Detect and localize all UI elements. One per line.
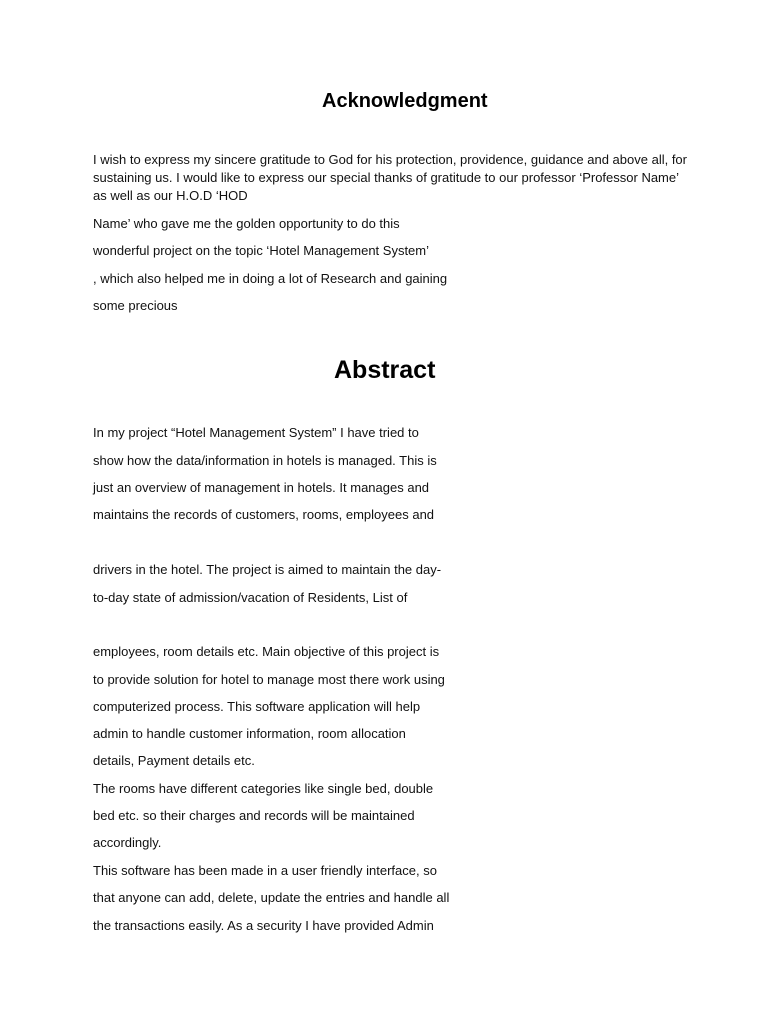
abstract-line: bed etc. so their charges and records will be maintained [93, 808, 415, 823]
abstract-line: The rooms have different categories like single bed, double [93, 781, 434, 796]
acknowledgment-paragraph: I wish to express my sincere gratitude to God for his protection, providence, guidance and above all, for sustaining us. I would like to express our special thanks of gratitude to our professor ‘Professor Name’ as well as our H.O.D ‘HOD [93, 152, 687, 203]
abstract-line: details, Payment details etc. [93, 753, 255, 768]
abstract-line: accordingly. [93, 835, 162, 850]
abstract-line: that anyone can add, delete, update the entries and handle all [93, 890, 450, 905]
acknowledgment-line: wonderful project on the topic ‘Hotel Management System’ [93, 243, 430, 258]
acknowledgment-line: Name’ who gave me the golden opportunity to do this [93, 216, 400, 231]
abstract-line: admin to handle customer information, room allocation [93, 726, 406, 741]
abstract-heading: Abstract [334, 356, 436, 384]
abstract-line: to provide solution for hotel to manage most there work using [93, 672, 445, 687]
abstract-line: show how the data/information in hotels is managed. This is [93, 453, 437, 468]
abstract-line: computerized process. This software application will help [93, 699, 421, 714]
acknowledgment-line: some precious [93, 298, 178, 313]
abstract-line: just an overview of management in hotels. It manages and [93, 480, 430, 495]
abstract-line: employees, room details etc. Main objective of this project is [93, 644, 440, 659]
abstract-line: to-day state of admission/vacation of Residents, List of [93, 590, 408, 605]
abstract-line: In my project “Hotel Management System” I have tried to [93, 425, 419, 440]
abstract-line: the transactions easily. As a security I have provided Admin [93, 918, 434, 933]
acknowledgment-heading: Acknowledgment [322, 90, 488, 112]
abstract-line: This software has been made in a user friendly interface, so [93, 863, 437, 878]
abstract-line: drivers in the hotel. The project is aimed to maintain the day- [93, 562, 442, 577]
acknowledgment-line: , which also helped me in doing a lot of Research and gaining [93, 271, 448, 286]
abstract-line: maintains the records of customers, rooms, employees and [93, 507, 435, 522]
